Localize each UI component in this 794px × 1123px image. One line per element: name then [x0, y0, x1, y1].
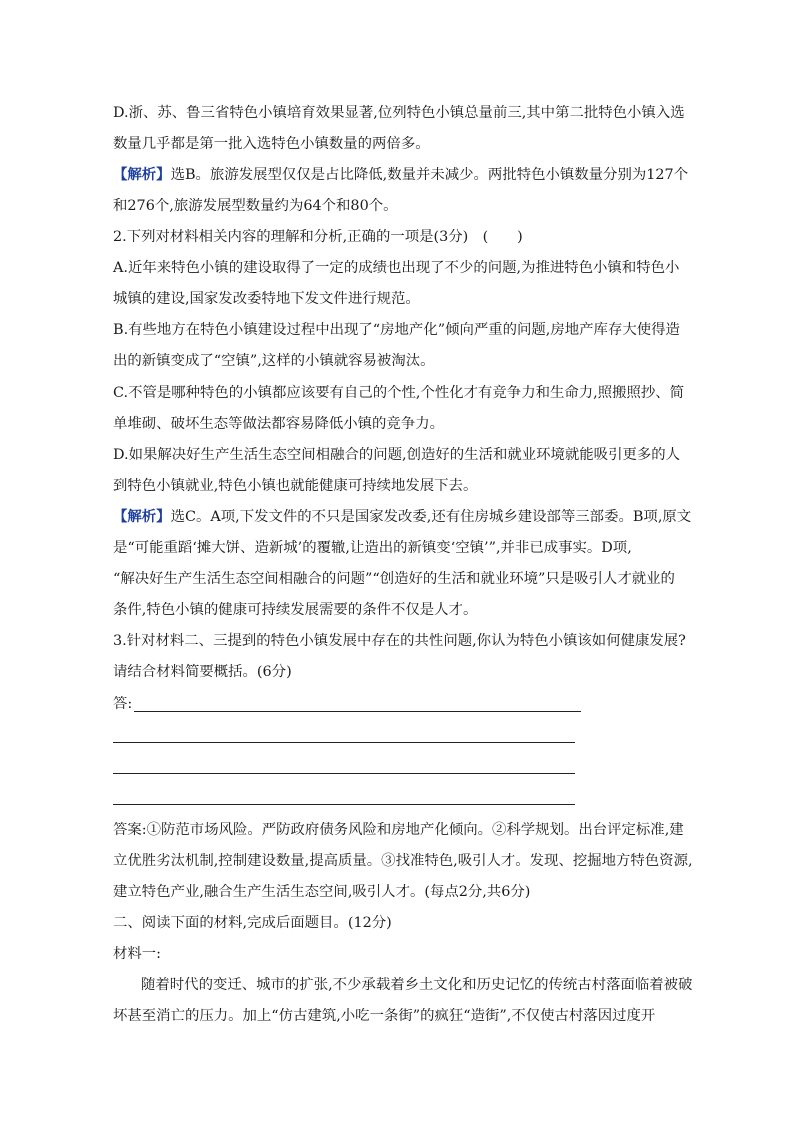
option-a-cont: 城镇的建设,国家发改委特地下发文件进行规范。: [113, 291, 420, 307]
option-b: B.有些地方在特色小镇建设过程中出现了“房地产化”倾向严重的问题,房地产库存大使得造: [113, 322, 680, 338]
answer-line-4: [113, 804, 575, 805]
question-2: 2.下列对材料相关内容的理解和分析,正确的一项是(3分) ( ): [113, 229, 523, 245]
option-d-cont: 到特色小镇就业,特色小镇也就能健康可持续地发展下去。: [113, 478, 478, 494]
analysis-tag: 【解析】: [113, 166, 171, 183]
answer-line-2: [113, 742, 575, 743]
analysis-q2-cont3: 条件,特色小镇的健康可持续发展需要的条件不仅是人才。: [113, 602, 478, 618]
question-3-cont: 请结合材料简要概括。(6分): [113, 664, 292, 680]
analysis-q1: 【解析】选B。旅游发展型仅仅是占比降低,数量并未减少。两批特色小镇数量分别为127个: [113, 166, 689, 183]
analysis-q1-cont: 和276个,旅游发展型数量约为64个和80个。: [113, 198, 398, 214]
material-one-label: 材料一:: [113, 946, 162, 962]
answer-key-cont1: 立优胜劣汰机制,控制建设数量,提高质量。③找准特色,吸引人才。发现、挖掘地方特色资源,: [113, 853, 693, 869]
answer-key-cont2: 建立特色产业,融合生产生活生态空间,吸引人才。(每点2分,共6分): [113, 884, 531, 900]
section-two-heading: 二、阅读下面的材料,完成后面题目。(12分): [113, 915, 392, 931]
answer-key: 答案:①防范市场风险。严防政府债务风险和房地产化倾向。②科学规划。出台评定标准,建: [113, 822, 684, 838]
answer-line-3: [113, 773, 575, 774]
answer-line-1: [134, 711, 581, 712]
material-one-para-cont: 坏甚至消亡的压力。加上“仿古建筑,小吃一条街”的疯狂“造街”,不仅使古村落因过度开: [113, 1008, 656, 1024]
option-d-q1-cont: 数量几乎都是第一批入选特色小镇数量的两倍多。: [113, 136, 430, 152]
option-c: C.不管是哪种特色的小镇都应该要有自己的个性,个性化才有竞争力和生命力,照搬照抄、简: [113, 385, 685, 401]
analysis-q2-cont2: “解决好生产生活生态空间相融合的问题”“创造好的生活和就业环境”只是吸引人才就业的: [113, 571, 675, 587]
option-b-cont: 出的新镇变成了“空镇”,这样的小镇就容易被淘汰。: [113, 353, 435, 369]
analysis-q2-cont1: 是“可能重蹈‘摊大饼、造新城’的覆辙,让造出的新镇变‘空镇’”,并非已成事实。D项,: [113, 540, 632, 556]
question-3: 3.针对材料二、三提到的特色小镇发展中存在的共性问题,你认为特色小镇该如何健康发展?: [113, 633, 686, 649]
analysis-tag: 【解析】: [113, 508, 171, 525]
material-one-para: 随着时代的变迁、城市的扩张,不少承载着乡土文化和历史记忆的传统古村落面临着被破: [141, 977, 693, 993]
option-d: D.如果解决好生产生活生态空间相融合的问题,创造好的生活和就业环境就能吸引更多的人: [113, 447, 681, 463]
option-c-cont: 单堆砌、破坏生态等做法都容易降低小镇的竞争力。: [113, 416, 444, 432]
option-a: A.近年来特色小镇的建设取得了一定的成绩也出现了不少的问题,为推进特色小镇和特色小: [113, 260, 680, 276]
answer-label: 答:: [113, 696, 133, 712]
analysis-q2: 【解析】选C。A项,下发文件的不只是国家发改委,还有住房城乡建设部等三部委。B项,原文: [113, 508, 692, 525]
option-d-q1: D.浙、苏、鲁三省特色小镇培育效果显著,位列特色小镇总量前三,其中第二批特色小镇入选: [113, 105, 685, 121]
